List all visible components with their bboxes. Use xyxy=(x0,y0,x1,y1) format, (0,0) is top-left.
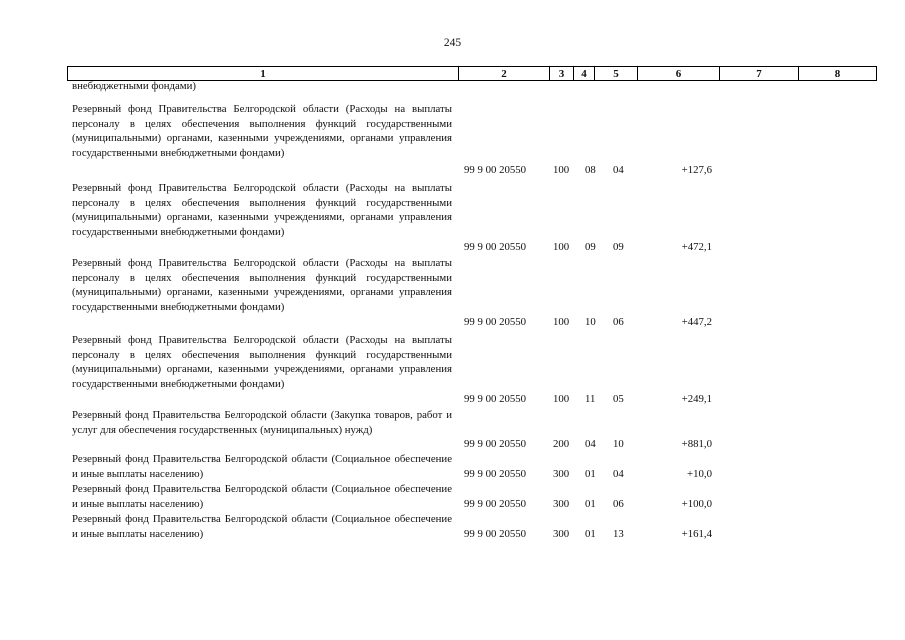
header-col-8: 8 xyxy=(834,68,841,80)
row-amount: +127,6 xyxy=(681,164,712,176)
row-amount: +249,1 xyxy=(681,393,712,405)
row-expense-type: 100 xyxy=(553,164,570,176)
row-subsection: 04 xyxy=(613,164,624,176)
row-subsection: 06 xyxy=(613,498,624,510)
header-col-3: 3 xyxy=(550,67,574,80)
row-code: 99 9 00 20550 xyxy=(464,528,527,540)
row-section: 01 xyxy=(585,468,596,480)
table-header xyxy=(67,66,877,81)
table-row xyxy=(0,181,905,257)
row-expense-type: 100 xyxy=(553,316,570,328)
row-subsection: 09 xyxy=(613,241,624,253)
header-col-4: 4 xyxy=(574,67,595,80)
row-description: Резервный фонд Правительства Белгородской области (Социальное обеспечение и иные выплаты населению) xyxy=(72,513,452,540)
table-row xyxy=(0,333,905,409)
row-amount: +161,4 xyxy=(681,528,712,540)
row-code: 99 9 00 20550 xyxy=(464,498,527,510)
table-row xyxy=(0,512,905,542)
continuation-text: внебюджетными фондами) xyxy=(72,80,197,92)
row-subsection: 05 xyxy=(613,393,624,405)
header-col-1: 1 xyxy=(68,67,459,80)
table-row xyxy=(0,256,905,334)
row-description: Резервный фонд Правительства Белгородской области (Расходы на выплаты персоналу в целях обеспечения выполнения функций государственными (муниципальными) органами, казенными учреждениями, органами управления государственными внебюджетными фондами) xyxy=(72,182,452,238)
row-subsection: 10 xyxy=(613,438,624,450)
row-description: Резервный фонд Правительства Белгородской области (Закупка товаров, работ и услуг для обеспечения государственных (муниципальных) нужд) xyxy=(72,409,452,436)
row-amount: +100,0 xyxy=(681,498,712,510)
row-expense-type: 200 xyxy=(553,438,570,450)
row-amount: +10,0 xyxy=(687,468,712,480)
row-section: 09 xyxy=(585,241,596,253)
row-section: 10 xyxy=(585,316,596,328)
row-code: 99 9 00 20550 xyxy=(464,468,527,480)
row-code: 99 9 00 20550 xyxy=(464,164,527,176)
row-expense-type: 300 xyxy=(553,498,570,510)
page-number: 245 xyxy=(443,37,462,49)
row-section: 08 xyxy=(585,164,596,176)
header-col-5: 5 xyxy=(595,67,638,80)
row-expense-type: 300 xyxy=(553,468,570,480)
header-col-2: 2 xyxy=(459,67,550,80)
row-subsection: 06 xyxy=(613,316,624,328)
table-row xyxy=(0,102,905,182)
row-section: 01 xyxy=(585,528,596,540)
row-code: 99 9 00 20550 xyxy=(464,241,527,253)
header-col-6: 6 xyxy=(638,67,720,80)
row-amount: +447,2 xyxy=(681,316,712,328)
row-description: Резервный фонд Правительства Белгородской области (Расходы на выплаты персоналу в целях обеспечения выполнения функций государственными (муниципальными) органами, казенными учреждениями, органами управления государственными внебюджетными фондами) xyxy=(72,257,452,313)
row-description: Резервный фонд Правительства Белгородской области (Социальное обеспечение и иные выплаты населению) xyxy=(72,483,452,510)
row-section: 04 xyxy=(585,438,596,450)
table-row xyxy=(0,452,905,482)
row-code: 99 9 00 20550 xyxy=(464,393,527,405)
table-row xyxy=(0,482,905,512)
table-row xyxy=(0,408,905,454)
header-col-7: 7 xyxy=(720,67,799,80)
row-code: 99 9 00 20550 xyxy=(464,316,527,328)
row-section: 01 xyxy=(585,498,596,510)
row-code: 99 9 00 20550 xyxy=(464,438,527,450)
row-description: Резервный фонд Правительства Белгородской области (Социальное обеспечение и иные выплаты населению) xyxy=(72,453,452,480)
row-expense-type: 100 xyxy=(553,241,570,253)
row-expense-type: 300 xyxy=(553,528,570,540)
row-subsection: 13 xyxy=(613,528,624,540)
row-expense-type: 100 xyxy=(553,393,570,405)
row-section: 11 xyxy=(585,393,596,405)
row-amount: +472,1 xyxy=(681,241,712,253)
row-description: Резервный фонд Правительства Белгородской области (Расходы на выплаты персоналу в целях обеспечения выполнения функций государственными (муниципальными) органами, казенными учреждениями, органами управления государственными внебюджетными фондами) xyxy=(72,103,452,159)
row-description: Резервный фонд Правительства Белгородской области (Расходы на выплаты персоналу в целях обеспечения выполнения функций государственными (муниципальными) органами, казенными учреждениями, органами управления государственными внебюджетными фондами) xyxy=(72,334,452,390)
row-subsection: 04 xyxy=(613,468,624,480)
row-amount: +881,0 xyxy=(681,438,712,450)
